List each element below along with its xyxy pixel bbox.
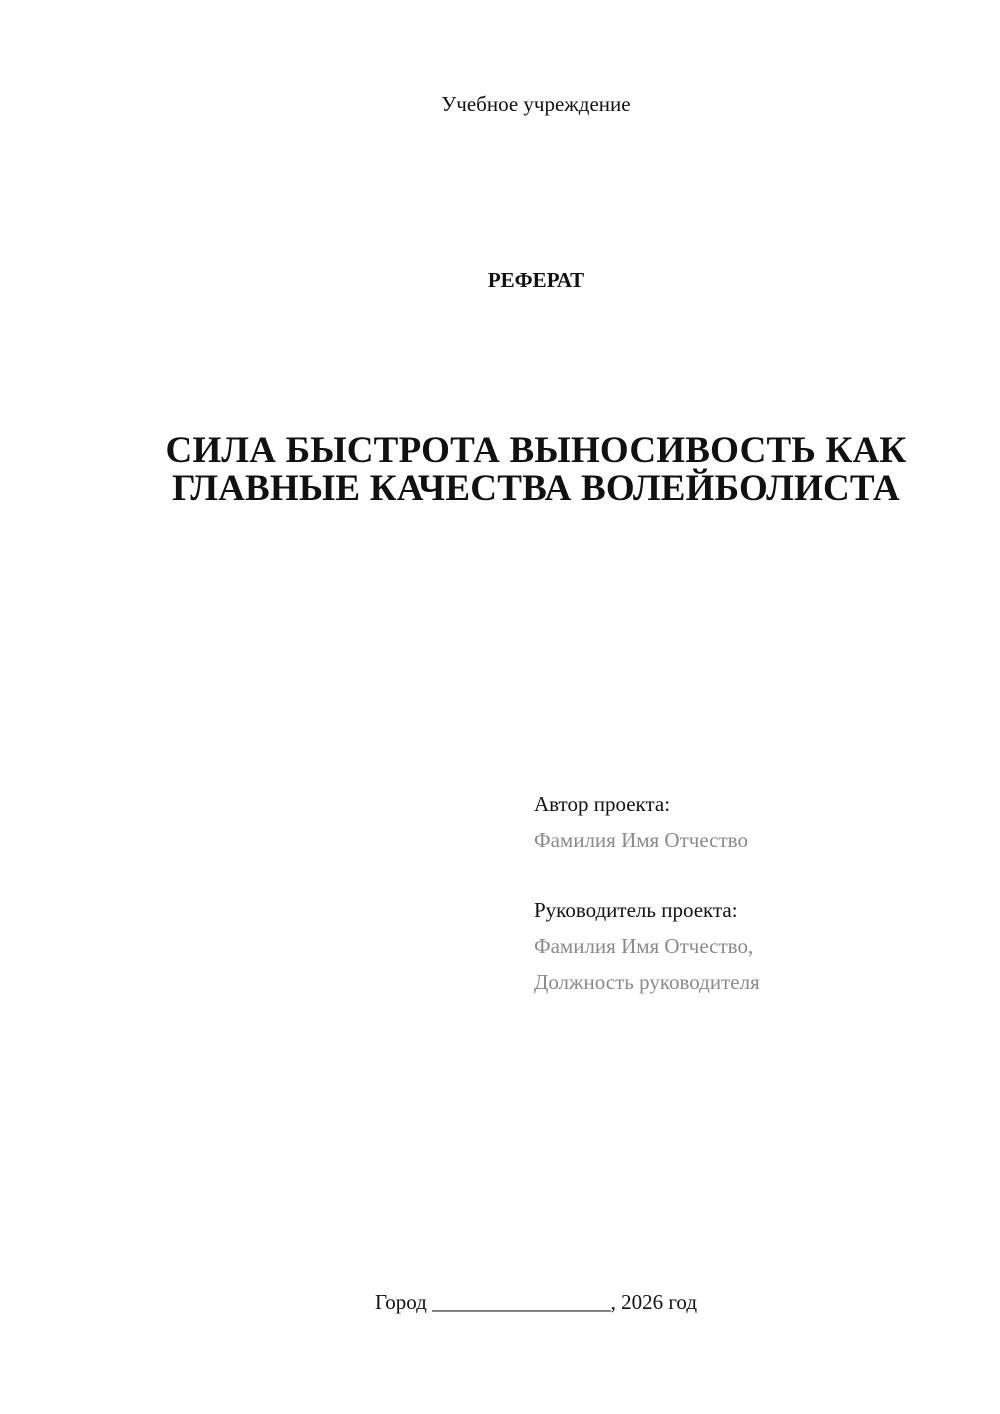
city-year-line: Город _________________, 2026 год [374, 1290, 698, 1314]
supervisor-block [534, 892, 760, 1000]
supervisor-name: Фамилия Имя Отчество, [534, 934, 754, 958]
institution-name: Учебное учреждение [441, 92, 631, 116]
supervisor-label: Руководитель проекта: [534, 898, 738, 922]
author-name: Фамилия Имя Отчество [534, 828, 748, 852]
supervisor-position: Должность руководителя [534, 970, 760, 994]
document-type: РЕФЕРАТ [487, 268, 585, 292]
author-label: Автор проекта: [534, 792, 671, 816]
document-title [120, 432, 952, 508]
author-block [534, 786, 748, 858]
title-line-2: ГЛАВНЫЕ КАЧЕСТВА ВОЛЕЙБОЛИСТА [172, 468, 900, 509]
title-line-1: СИЛА БЫСТРОТА ВЫНОСИВОСТЬ КАК [165, 430, 907, 471]
